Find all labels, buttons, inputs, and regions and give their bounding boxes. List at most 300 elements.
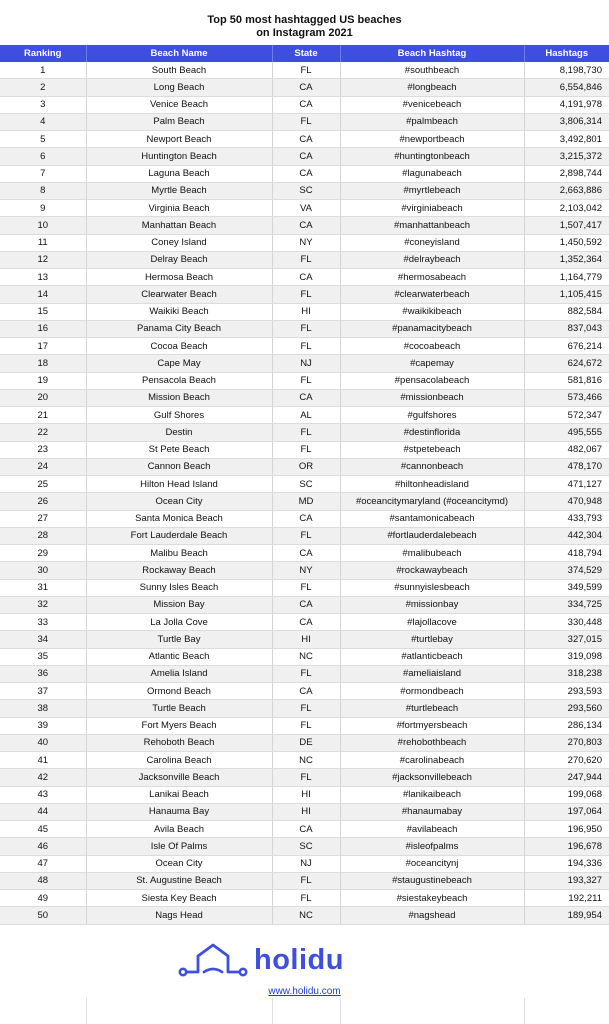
table-row (0, 338, 609, 355)
table-row (0, 803, 609, 820)
cell-ranking: 12 (0, 251, 86, 268)
cell-beach-name: Lanikai Beach (86, 786, 272, 803)
header-ranking: Ranking (0, 45, 86, 62)
cell-state: FL (272, 424, 340, 441)
cell-beach-hashtag: #longbeach (340, 79, 524, 96)
cell-beach-hashtag: #avilabeach (340, 821, 524, 838)
cell-beach-name: Huntington Beach (86, 148, 272, 165)
cell-ranking: 7 (0, 165, 86, 182)
cell-state: FL (272, 700, 340, 717)
cell-hashtags: 319,098 (524, 648, 609, 665)
cell-beach-hashtag: #turtlebay (340, 631, 524, 648)
house-logo-icon (178, 942, 248, 978)
table-row (0, 700, 609, 717)
cell-hashtags: 1,450,592 (524, 234, 609, 251)
cell-state: HI (272, 631, 340, 648)
cell-hashtags: 572,347 (524, 407, 609, 424)
cell-hashtags: 6,554,846 (524, 79, 609, 96)
cell-hashtags: 478,170 (524, 458, 609, 475)
page-title (0, 14, 609, 40)
cell-ranking: 46 (0, 838, 86, 855)
cell-beach-name: Turtle Beach (86, 700, 272, 717)
cell-ranking: 13 (0, 269, 86, 286)
cell-state: FL (272, 251, 340, 268)
cell-beach-hashtag: #clearwaterbeach (340, 286, 524, 303)
cell-hashtags: 1,164,779 (524, 269, 609, 286)
cell-beach-hashtag: #lagunabeach (340, 165, 524, 182)
cell-beach-hashtag: #carolinabeach (340, 752, 524, 769)
cell-state: HI (272, 303, 340, 320)
cell-beach-name: Atlantic Beach (86, 648, 272, 665)
cell-beach-hashtag: #malibubeach (340, 545, 524, 562)
table-row (0, 407, 609, 424)
cell-beach-hashtag: #capemay (340, 355, 524, 372)
cell-state: AL (272, 407, 340, 424)
table-row (0, 389, 609, 406)
cell-ranking: 41 (0, 752, 86, 769)
cell-beach-name: Malibu Beach (86, 545, 272, 562)
cell-ranking: 14 (0, 286, 86, 303)
table-row (0, 648, 609, 665)
table-row (0, 113, 609, 130)
cell-ranking: 3 (0, 96, 86, 113)
cell-state: FL (272, 320, 340, 337)
header-beach-hashtag: Beach Hashtag (340, 45, 524, 62)
cell-hashtags: 318,238 (524, 665, 609, 682)
cell-ranking: 45 (0, 821, 86, 838)
cell-hashtags: 293,560 (524, 700, 609, 717)
cell-beach-name: South Beach (86, 62, 272, 79)
cell-beach-name: Waikiki Beach (86, 303, 272, 320)
table-row (0, 165, 609, 182)
cell-state: CA (272, 683, 340, 700)
cell-ranking: 18 (0, 355, 86, 372)
cell-hashtags: 573,466 (524, 389, 609, 406)
cell-state: FL (272, 338, 340, 355)
cell-ranking: 44 (0, 803, 86, 820)
cell-ranking: 35 (0, 648, 86, 665)
cell-hashtags: 349,599 (524, 579, 609, 596)
cell-hashtags: 334,725 (524, 596, 609, 613)
cell-hashtags: 196,678 (524, 838, 609, 855)
holidu-logo (178, 941, 354, 979)
cell-hashtags: 581,816 (524, 372, 609, 389)
cell-state: FL (272, 527, 340, 544)
table-row (0, 79, 609, 96)
cell-beach-name: Newport Beach (86, 131, 272, 148)
cell-beach-name: Fort Myers Beach (86, 717, 272, 734)
cell-beach-name: Santa Monica Beach (86, 510, 272, 527)
cell-ranking: 43 (0, 786, 86, 803)
table-row (0, 596, 609, 613)
cell-ranking: 2 (0, 79, 86, 96)
table-row (0, 424, 609, 441)
cell-beach-name: Ocean City (86, 493, 272, 510)
cell-beach-name: Nags Head (86, 907, 272, 924)
cell-ranking: 33 (0, 614, 86, 631)
cell-hashtags: 676,214 (524, 338, 609, 355)
cell-ranking: 38 (0, 700, 86, 717)
cell-beach-hashtag: #oceancitynj (340, 855, 524, 872)
cell-beach-hashtag: #venicebeach (340, 96, 524, 113)
cell-hashtags: 1,507,417 (524, 217, 609, 234)
cell-beach-hashtag: #hermosabeach (340, 269, 524, 286)
cell-beach-hashtag: #ameliaisland (340, 665, 524, 682)
cell-beach-hashtag: #hiltonheadisland (340, 476, 524, 493)
cell-beach-name: Virginia Beach (86, 200, 272, 217)
cell-beach-name: Hermosa Beach (86, 269, 272, 286)
cell-hashtags: 286,134 (524, 717, 609, 734)
cell-state: NC (272, 648, 340, 665)
table-row (0, 355, 609, 372)
cell-state: FL (272, 62, 340, 79)
table-row (0, 907, 609, 924)
cell-beach-hashtag: #fortlauderdalebeach (340, 527, 524, 544)
cell-state: NY (272, 562, 340, 579)
cell-beach-hashtag: #cannonbeach (340, 458, 524, 475)
cell-beach-name: Carolina Beach (86, 752, 272, 769)
title-line-1: Top 50 most hashtagged US beaches (207, 14, 402, 26)
cell-beach-name: Gulf Shores (86, 407, 272, 424)
cell-ranking: 5 (0, 131, 86, 148)
cell-beach-name: Hanauma Bay (86, 803, 272, 820)
cell-state: SC (272, 838, 340, 855)
empty-grid-lines (0, 998, 609, 1024)
cell-beach-name: Long Beach (86, 79, 272, 96)
cell-ranking: 6 (0, 148, 86, 165)
title-line-2: on Instagram 2021 (256, 27, 353, 39)
cell-state: OR (272, 458, 340, 475)
cell-beach-hashtag: #lanikaibeach (340, 786, 524, 803)
cell-state: SC (272, 182, 340, 199)
cell-hashtags: 193,327 (524, 872, 609, 889)
cell-hashtags: 3,806,314 (524, 113, 609, 130)
table-body (0, 62, 609, 924)
cell-ranking: 10 (0, 217, 86, 234)
table-row (0, 769, 609, 786)
cell-hashtags: 330,448 (524, 614, 609, 631)
cell-beach-hashtag: #waikikibeach (340, 303, 524, 320)
cell-hashtags: 482,067 (524, 441, 609, 458)
cell-state: MD (272, 493, 340, 510)
cell-beach-hashtag: #missionbeach (340, 389, 524, 406)
table-row (0, 200, 609, 217)
cell-beach-hashtag: #delraybeach (340, 251, 524, 268)
table-row (0, 579, 609, 596)
cell-state: FL (272, 665, 340, 682)
cell-state: CA (272, 510, 340, 527)
cell-state: FL (272, 717, 340, 734)
cell-beach-hashtag: #rockawaybeach (340, 562, 524, 579)
cell-beach-hashtag: #virginiabeach (340, 200, 524, 217)
cell-beach-hashtag: #isleofpalms (340, 838, 524, 855)
cell-beach-hashtag: #atlanticbeach (340, 648, 524, 665)
cell-hashtags: 471,127 (524, 476, 609, 493)
table-row (0, 458, 609, 475)
table-header (0, 45, 609, 62)
table-row (0, 838, 609, 855)
table-row (0, 441, 609, 458)
cell-hashtags: 8,198,730 (524, 62, 609, 79)
cell-ranking: 24 (0, 458, 86, 475)
table-row (0, 527, 609, 544)
cell-state: FL (272, 769, 340, 786)
cell-state: CA (272, 389, 340, 406)
cell-hashtags: 196,950 (524, 821, 609, 838)
cell-hashtags: 4,191,978 (524, 96, 609, 113)
cell-beach-name: Ocean City (86, 855, 272, 872)
cell-hashtags: 433,793 (524, 510, 609, 527)
cell-beach-name: Ormond Beach (86, 683, 272, 700)
table-row (0, 217, 609, 234)
cell-beach-hashtag: #oceancitymaryland (#oceancitymd) (340, 493, 524, 510)
cell-ranking: 1 (0, 62, 86, 79)
cell-ranking: 23 (0, 441, 86, 458)
cell-hashtags: 418,794 (524, 545, 609, 562)
cell-ranking: 37 (0, 683, 86, 700)
cell-beach-name: Cocoa Beach (86, 338, 272, 355)
table-row (0, 752, 609, 769)
cell-beach-name: Jacksonville Beach (86, 769, 272, 786)
cell-ranking: 34 (0, 631, 86, 648)
cell-beach-name: Hilton Head Island (86, 476, 272, 493)
cell-beach-name: Sunny Isles Beach (86, 579, 272, 596)
cell-hashtags: 2,103,042 (524, 200, 609, 217)
cell-hashtags: 2,663,886 (524, 182, 609, 199)
cell-hashtags: 882,584 (524, 303, 609, 320)
cell-ranking: 17 (0, 338, 86, 355)
cell-state: CA (272, 96, 340, 113)
header-state: State (272, 45, 340, 62)
cell-beach-name: Clearwater Beach (86, 286, 272, 303)
cell-beach-hashtag: #coneyisland (340, 234, 524, 251)
cell-state: CA (272, 217, 340, 234)
cell-hashtags: 1,105,415 (524, 286, 609, 303)
cell-beach-hashtag: #staugustinebeach (340, 872, 524, 889)
table-row (0, 269, 609, 286)
cell-state: CA (272, 131, 340, 148)
table-row (0, 131, 609, 148)
cell-beach-name: Delray Beach (86, 251, 272, 268)
cell-ranking: 26 (0, 493, 86, 510)
table-row (0, 148, 609, 165)
cell-hashtags: 270,620 (524, 752, 609, 769)
cell-beach-hashtag: #fortmyersbeach (340, 717, 524, 734)
cell-hashtags: 197,064 (524, 803, 609, 820)
table-row (0, 320, 609, 337)
cell-ranking: 8 (0, 182, 86, 199)
cell-ranking: 4 (0, 113, 86, 130)
cell-ranking: 29 (0, 545, 86, 562)
cell-hashtags: 442,304 (524, 527, 609, 544)
cell-ranking: 27 (0, 510, 86, 527)
cell-hashtags: 470,948 (524, 493, 609, 510)
cell-beach-name: Pensacola Beach (86, 372, 272, 389)
cell-hashtags: 624,672 (524, 355, 609, 372)
cell-beach-hashtag: #rehobothbeach (340, 734, 524, 751)
cell-hashtags: 1,352,364 (524, 251, 609, 268)
table-row (0, 855, 609, 872)
cell-state: DE (272, 734, 340, 751)
cell-beach-name: Avila Beach (86, 821, 272, 838)
cell-state: CA (272, 148, 340, 165)
cell-hashtags: 194,336 (524, 855, 609, 872)
cell-state: FL (272, 441, 340, 458)
cell-ranking: 28 (0, 527, 86, 544)
cell-beach-hashtag: #panamacitybeach (340, 320, 524, 337)
header-hashtags: Hashtags (524, 45, 609, 62)
cell-state: NC (272, 907, 340, 924)
cell-beach-hashtag: #myrtlebeach (340, 182, 524, 199)
cell-beach-name: La Jolla Cove (86, 614, 272, 631)
cell-beach-hashtag: #hanaumabay (340, 803, 524, 820)
cell-hashtags: 293,593 (524, 683, 609, 700)
cell-state: CA (272, 165, 340, 182)
cell-beach-name: Mission Beach (86, 389, 272, 406)
cell-ranking: 16 (0, 320, 86, 337)
cell-beach-hashtag: #santamonicabeach (340, 510, 524, 527)
cell-beach-name: Manhattan Beach (86, 217, 272, 234)
cell-beach-name: Laguna Beach (86, 165, 272, 182)
cell-beach-name: Rockaway Beach (86, 562, 272, 579)
cell-hashtags: 2,898,744 (524, 165, 609, 182)
cell-ranking: 9 (0, 200, 86, 217)
cell-beach-name: Coney Island (86, 234, 272, 251)
brand-name: holidu (254, 943, 344, 976)
cell-ranking: 19 (0, 372, 86, 389)
cell-hashtags: 199,068 (524, 786, 609, 803)
cell-state: NY (272, 234, 340, 251)
cell-beach-hashtag: #ormondbeach (340, 683, 524, 700)
cell-beach-hashtag: #manhattanbeach (340, 217, 524, 234)
cell-beach-hashtag: #southbeach (340, 62, 524, 79)
table-row (0, 631, 609, 648)
cell-state: SC (272, 476, 340, 493)
cell-beach-hashtag: #palmbeach (340, 113, 524, 130)
cell-state: CA (272, 596, 340, 613)
cell-beach-hashtag: #pensacolabeach (340, 372, 524, 389)
cell-hashtags: 247,944 (524, 769, 609, 786)
cell-beach-hashtag: #nagshead (340, 907, 524, 924)
cell-ranking: 21 (0, 407, 86, 424)
table-row (0, 734, 609, 751)
cell-beach-name: Amelia Island (86, 665, 272, 682)
cell-state: CA (272, 269, 340, 286)
beaches-table (0, 45, 609, 925)
table-row (0, 821, 609, 838)
table-row (0, 234, 609, 251)
cell-state: FL (272, 579, 340, 596)
table-row (0, 286, 609, 303)
cell-hashtags: 270,803 (524, 734, 609, 751)
cell-beach-hashtag: #jacksonvillebeach (340, 769, 524, 786)
cell-beach-name: Myrtle Beach (86, 182, 272, 199)
cell-beach-name: Panama City Beach (86, 320, 272, 337)
website-link[interactable]: www.holidu.com (268, 986, 341, 997)
table-row (0, 96, 609, 113)
table-row (0, 890, 609, 907)
cell-beach-name: Rehoboth Beach (86, 734, 272, 751)
cell-beach-hashtag: #sunnyislesbeach (340, 579, 524, 596)
cell-beach-name: Mission Bay (86, 596, 272, 613)
cell-ranking: 39 (0, 717, 86, 734)
table-row (0, 872, 609, 889)
cell-hashtags: 189,954 (524, 907, 609, 924)
cell-state: CA (272, 545, 340, 562)
cell-beach-hashtag: #destinflorida (340, 424, 524, 441)
cell-beach-hashtag: #missionbay (340, 596, 524, 613)
cell-ranking: 50 (0, 907, 86, 924)
cell-beach-hashtag: #cocoabeach (340, 338, 524, 355)
cell-ranking: 31 (0, 579, 86, 596)
cell-state: HI (272, 786, 340, 803)
table-row (0, 476, 609, 493)
cell-state: CA (272, 821, 340, 838)
cell-beach-name: Cannon Beach (86, 458, 272, 475)
table-row (0, 510, 609, 527)
cell-hashtags: 374,529 (524, 562, 609, 579)
cell-state: NJ (272, 855, 340, 872)
cell-hashtags: 3,215,372 (524, 148, 609, 165)
cell-ranking: 15 (0, 303, 86, 320)
table-row (0, 717, 609, 734)
cell-ranking: 30 (0, 562, 86, 579)
cell-beach-name: Venice Beach (86, 96, 272, 113)
cell-state: NC (272, 752, 340, 769)
table-row (0, 665, 609, 682)
cell-state: FL (272, 372, 340, 389)
cell-ranking: 47 (0, 855, 86, 872)
cell-beach-name: Palm Beach (86, 113, 272, 130)
cell-hashtags: 3,492,801 (524, 131, 609, 148)
cell-beach-name: Destin (86, 424, 272, 441)
cell-beach-name: Turtle Bay (86, 631, 272, 648)
cell-beach-hashtag: #newportbeach (340, 131, 524, 148)
table-row (0, 372, 609, 389)
cell-beach-name: Fort Lauderdale Beach (86, 527, 272, 544)
cell-state: FL (272, 286, 340, 303)
cell-ranking: 48 (0, 872, 86, 889)
table-row (0, 545, 609, 562)
cell-ranking: 25 (0, 476, 86, 493)
cell-hashtags: 837,043 (524, 320, 609, 337)
header-beach-name: Beach Name (86, 45, 272, 62)
cell-ranking: 11 (0, 234, 86, 251)
cell-ranking: 32 (0, 596, 86, 613)
cell-state: HI (272, 803, 340, 820)
table-row (0, 303, 609, 320)
cell-hashtags: 192,211 (524, 890, 609, 907)
cell-state: FL (272, 872, 340, 889)
cell-beach-hashtag: #lajollacove (340, 614, 524, 631)
cell-ranking: 22 (0, 424, 86, 441)
cell-ranking: 42 (0, 769, 86, 786)
cell-beach-hashtag: #turtlebeach (340, 700, 524, 717)
cell-state: FL (272, 113, 340, 130)
cell-state: NJ (272, 355, 340, 372)
cell-beach-hashtag: #huntingtonbeach (340, 148, 524, 165)
table-row (0, 614, 609, 631)
cell-beach-name: St Pete Beach (86, 441, 272, 458)
cell-state: FL (272, 890, 340, 907)
grid-line (340, 998, 341, 1024)
cell-beach-hashtag: #stpetebeach (340, 441, 524, 458)
grid-line (524, 998, 525, 1024)
cell-beach-name: Isle Of Palms (86, 838, 272, 855)
table-row (0, 62, 609, 79)
table-row (0, 251, 609, 268)
cell-state: VA (272, 200, 340, 217)
